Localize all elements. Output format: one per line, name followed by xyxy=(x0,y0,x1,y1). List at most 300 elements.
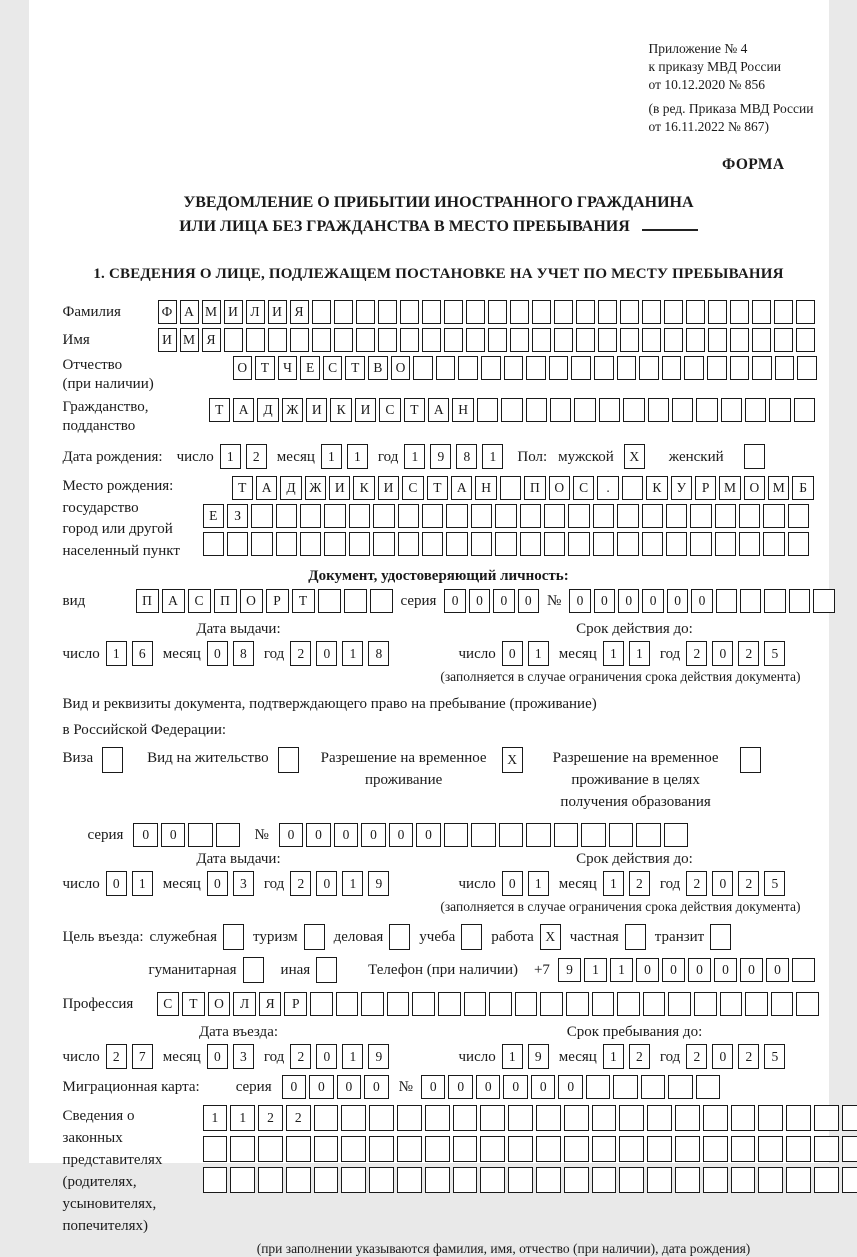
char-cell[interactable] xyxy=(647,1105,672,1131)
char-cell[interactable] xyxy=(642,328,661,352)
char-cell[interactable] xyxy=(278,747,299,773)
char-cell[interactable] xyxy=(532,328,551,352)
char-cell[interactable] xyxy=(620,300,639,324)
char-cell[interactable]: М xyxy=(180,328,199,352)
char-cell[interactable] xyxy=(675,1136,700,1162)
char-cell[interactable]: И xyxy=(378,476,399,500)
char-cell[interactable] xyxy=(400,328,419,352)
char-cell[interactable] xyxy=(786,1105,811,1131)
char-cell[interactable]: 0 xyxy=(712,641,733,666)
char-cell[interactable]: Р xyxy=(695,476,716,500)
char-cell[interactable]: 2 xyxy=(258,1105,283,1131)
char-cell[interactable] xyxy=(593,532,614,556)
char-cell[interactable] xyxy=(690,504,711,528)
char-cell[interactable] xyxy=(230,1136,255,1162)
char-cell[interactable] xyxy=(639,356,659,380)
char-cell[interactable]: 0 xyxy=(502,641,523,666)
char-cell[interactable] xyxy=(696,398,717,422)
char-cell[interactable] xyxy=(312,300,331,324)
char-cell[interactable] xyxy=(495,504,516,528)
char-cell[interactable]: 1 xyxy=(603,641,624,666)
char-cell[interactable]: 0 xyxy=(667,589,688,613)
char-cell[interactable]: М xyxy=(202,300,221,324)
char-cell[interactable] xyxy=(230,1167,255,1193)
char-cell[interactable] xyxy=(378,300,397,324)
char-cell[interactable] xyxy=(341,1136,366,1162)
char-cell[interactable]: 2 xyxy=(290,1044,311,1069)
char-cell[interactable] xyxy=(334,300,353,324)
char-cell[interactable]: 2 xyxy=(738,871,759,896)
char-cell[interactable]: 2 xyxy=(738,641,759,666)
char-cell[interactable] xyxy=(310,992,333,1016)
char-cell[interactable] xyxy=(696,1075,721,1099)
char-cell[interactable] xyxy=(814,1167,839,1193)
char-cell[interactable]: 8 xyxy=(456,444,477,469)
char-cell[interactable] xyxy=(258,1136,283,1162)
char-cell[interactable] xyxy=(642,532,663,556)
char-cell[interactable] xyxy=(774,300,793,324)
char-cell[interactable]: 2 xyxy=(629,1044,650,1069)
char-cell[interactable] xyxy=(581,823,606,847)
char-cell[interactable] xyxy=(752,328,771,352)
char-cell[interactable]: 0 xyxy=(531,1075,556,1099)
char-cell[interactable] xyxy=(554,328,573,352)
char-cell[interactable]: 1 xyxy=(342,641,363,666)
char-cell[interactable] xyxy=(715,532,736,556)
char-cell[interactable] xyxy=(481,356,501,380)
char-cell[interactable] xyxy=(690,532,711,556)
char-cell[interactable]: А xyxy=(428,398,449,422)
char-cell[interactable] xyxy=(576,300,595,324)
char-cell[interactable] xyxy=(666,532,687,556)
char-cell[interactable] xyxy=(471,532,492,556)
char-cell[interactable] xyxy=(413,356,433,380)
char-cell[interactable]: 9 xyxy=(528,1044,549,1069)
char-cell[interactable]: 0 xyxy=(337,1075,362,1099)
char-cell[interactable] xyxy=(740,589,761,613)
char-cell[interactable] xyxy=(715,504,736,528)
char-cell[interactable] xyxy=(571,356,591,380)
char-cell[interactable] xyxy=(324,532,345,556)
char-cell[interactable] xyxy=(617,992,640,1016)
char-cell[interactable]: 1 xyxy=(528,641,549,666)
char-cell[interactable] xyxy=(641,1075,666,1099)
char-cell[interactable]: О xyxy=(744,476,765,500)
char-cell[interactable]: 1 xyxy=(610,958,633,982)
char-cell[interactable] xyxy=(495,532,516,556)
char-cell[interactable] xyxy=(370,589,393,613)
char-cell[interactable] xyxy=(617,504,638,528)
char-cell[interactable] xyxy=(480,1167,505,1193)
char-cell[interactable]: 0 xyxy=(691,589,712,613)
char-cell[interactable] xyxy=(536,1167,561,1193)
char-cell[interactable] xyxy=(574,398,595,422)
char-cell[interactable] xyxy=(788,504,809,528)
char-cell[interactable]: 1 xyxy=(342,1044,363,1069)
char-cell[interactable] xyxy=(730,328,749,352)
char-cell[interactable] xyxy=(425,1136,450,1162)
char-cell[interactable] xyxy=(536,1105,561,1131)
char-cell[interactable]: А xyxy=(180,300,199,324)
char-cell[interactable] xyxy=(246,328,265,352)
char-cell[interactable] xyxy=(453,1136,478,1162)
char-cell[interactable] xyxy=(813,589,834,613)
char-cell[interactable]: . xyxy=(597,476,618,500)
char-cell[interactable] xyxy=(620,328,639,352)
char-cell[interactable] xyxy=(619,1105,644,1131)
char-cell[interactable] xyxy=(710,924,731,950)
char-cell[interactable]: 0 xyxy=(207,641,228,666)
char-cell[interactable] xyxy=(398,504,419,528)
char-cell[interactable] xyxy=(716,589,737,613)
char-cell[interactable]: 1 xyxy=(230,1105,255,1131)
char-cell[interactable]: 7 xyxy=(132,1044,153,1069)
char-cell[interactable]: 1 xyxy=(502,1044,523,1069)
char-cell[interactable] xyxy=(594,356,614,380)
char-cell[interactable] xyxy=(796,300,815,324)
char-cell[interactable] xyxy=(341,1105,366,1131)
char-cell[interactable]: 0 xyxy=(493,589,514,613)
char-cell[interactable]: 0 xyxy=(518,589,539,613)
char-cell[interactable] xyxy=(286,1136,311,1162)
char-cell[interactable]: 0 xyxy=(636,958,659,982)
char-cell[interactable] xyxy=(203,532,224,556)
char-cell[interactable]: 5 xyxy=(764,871,785,896)
char-cell[interactable] xyxy=(842,1105,857,1131)
char-cell[interactable] xyxy=(703,1136,728,1162)
char-cell[interactable] xyxy=(592,1167,617,1193)
char-cell[interactable] xyxy=(613,1075,638,1099)
char-cell[interactable] xyxy=(576,328,595,352)
char-cell[interactable] xyxy=(775,356,795,380)
char-cell[interactable] xyxy=(675,1105,700,1131)
char-cell[interactable] xyxy=(422,300,441,324)
char-cell[interactable] xyxy=(842,1167,857,1193)
char-cell[interactable]: 6 xyxy=(132,641,153,666)
char-cell[interactable] xyxy=(769,398,790,422)
char-cell[interactable] xyxy=(731,1136,756,1162)
char-cell[interactable]: О xyxy=(233,356,253,380)
char-cell[interactable] xyxy=(686,300,705,324)
char-cell[interactable] xyxy=(668,992,691,1016)
char-cell[interactable]: Ф xyxy=(158,300,177,324)
char-cell[interactable]: Д xyxy=(257,398,278,422)
char-cell[interactable]: 0 xyxy=(558,1075,583,1099)
char-cell[interactable]: 0 xyxy=(594,589,615,613)
char-cell[interactable] xyxy=(425,1167,450,1193)
char-cell[interactable] xyxy=(500,476,521,500)
char-cell[interactable]: И xyxy=(158,328,177,352)
char-cell[interactable] xyxy=(227,532,248,556)
char-cell[interactable] xyxy=(349,532,370,556)
char-cell[interactable]: С xyxy=(157,992,180,1016)
char-cell[interactable] xyxy=(789,589,810,613)
char-cell[interactable] xyxy=(731,1105,756,1131)
char-cell[interactable] xyxy=(336,992,359,1016)
char-cell[interactable]: 9 xyxy=(558,958,581,982)
char-cell[interactable]: П xyxy=(214,589,237,613)
char-cell[interactable] xyxy=(286,1167,311,1193)
char-cell[interactable] xyxy=(721,398,742,422)
char-cell[interactable]: 2 xyxy=(246,444,267,469)
char-cell[interactable] xyxy=(814,1105,839,1131)
char-cell[interactable]: 0 xyxy=(662,958,685,982)
char-cell[interactable]: 0 xyxy=(106,871,127,896)
char-cell[interactable] xyxy=(797,356,817,380)
char-cell[interactable]: 2 xyxy=(686,871,707,896)
char-cell[interactable]: X xyxy=(540,924,561,950)
char-cell[interactable] xyxy=(508,1136,533,1162)
char-cell[interactable] xyxy=(477,398,498,422)
char-cell[interactable] xyxy=(422,328,441,352)
char-cell[interactable]: У xyxy=(671,476,692,500)
char-cell[interactable] xyxy=(842,1136,857,1162)
char-cell[interactable] xyxy=(268,328,287,352)
char-cell[interactable]: 5 xyxy=(764,1044,785,1069)
char-cell[interactable] xyxy=(625,924,646,950)
char-cell[interactable]: И xyxy=(306,398,327,422)
char-cell[interactable]: 0 xyxy=(712,1044,733,1069)
char-cell[interactable] xyxy=(436,356,456,380)
char-cell[interactable] xyxy=(458,356,478,380)
char-cell[interactable] xyxy=(544,504,565,528)
char-cell[interactable] xyxy=(566,992,589,1016)
char-cell[interactable]: 1 xyxy=(528,871,549,896)
char-cell[interactable]: 0 xyxy=(316,641,337,666)
char-cell[interactable]: Т xyxy=(427,476,448,500)
char-cell[interactable]: 1 xyxy=(603,1044,624,1069)
char-cell[interactable] xyxy=(642,504,663,528)
char-cell[interactable] xyxy=(532,300,551,324)
char-cell[interactable]: 8 xyxy=(368,641,389,666)
char-cell[interactable] xyxy=(446,504,467,528)
char-cell[interactable]: 0 xyxy=(444,589,465,613)
char-cell[interactable] xyxy=(412,992,435,1016)
char-cell[interactable]: О xyxy=(549,476,570,500)
char-cell[interactable]: 0 xyxy=(421,1075,446,1099)
char-cell[interactable] xyxy=(216,823,241,847)
char-cell[interactable] xyxy=(554,823,579,847)
char-cell[interactable] xyxy=(758,1136,783,1162)
char-cell[interactable] xyxy=(389,924,410,950)
char-cell[interactable] xyxy=(508,1167,533,1193)
char-cell[interactable] xyxy=(461,924,482,950)
char-cell[interactable] xyxy=(422,532,443,556)
char-cell[interactable] xyxy=(356,300,375,324)
char-cell[interactable]: И xyxy=(224,300,243,324)
char-cell[interactable] xyxy=(598,328,617,352)
char-cell[interactable] xyxy=(740,747,761,773)
char-cell[interactable] xyxy=(501,398,522,422)
char-cell[interactable] xyxy=(554,300,573,324)
char-cell[interactable] xyxy=(397,1105,422,1131)
char-cell[interactable] xyxy=(480,1105,505,1131)
char-cell[interactable] xyxy=(251,504,272,528)
char-cell[interactable] xyxy=(788,532,809,556)
char-cell[interactable]: К xyxy=(353,476,374,500)
char-cell[interactable]: Я xyxy=(259,992,282,1016)
char-cell[interactable]: 9 xyxy=(368,1044,389,1069)
char-cell[interactable] xyxy=(622,476,643,500)
char-cell[interactable] xyxy=(349,504,370,528)
char-cell[interactable]: 0 xyxy=(316,1044,337,1069)
char-cell[interactable] xyxy=(258,1167,283,1193)
char-cell[interactable] xyxy=(290,328,309,352)
char-cell[interactable] xyxy=(774,328,793,352)
char-cell[interactable]: 1 xyxy=(220,444,241,469)
char-cell[interactable]: 0 xyxy=(306,823,331,847)
char-cell[interactable]: Т xyxy=(209,398,230,422)
char-cell[interactable] xyxy=(243,957,264,983)
char-cell[interactable]: 0 xyxy=(569,589,590,613)
char-cell[interactable]: Т xyxy=(182,992,205,1016)
char-cell[interactable]: А xyxy=(451,476,472,500)
char-cell[interactable] xyxy=(564,1136,589,1162)
char-cell[interactable]: З xyxy=(227,504,248,528)
char-cell[interactable]: С xyxy=(402,476,423,500)
char-cell[interactable] xyxy=(369,1167,394,1193)
char-cell[interactable] xyxy=(771,992,794,1016)
char-cell[interactable]: 1 xyxy=(203,1105,228,1131)
char-cell[interactable] xyxy=(796,328,815,352)
char-cell[interactable] xyxy=(508,1105,533,1131)
char-cell[interactable]: 0 xyxy=(316,871,337,896)
char-cell[interactable] xyxy=(664,300,683,324)
char-cell[interactable] xyxy=(400,300,419,324)
char-cell[interactable]: И xyxy=(355,398,376,422)
char-cell[interactable]: Н xyxy=(475,476,496,500)
char-cell[interactable] xyxy=(730,300,749,324)
char-cell[interactable]: 0 xyxy=(618,589,639,613)
char-cell[interactable] xyxy=(744,444,765,469)
char-cell[interactable]: И xyxy=(329,476,350,500)
char-cell[interactable] xyxy=(647,1167,672,1193)
char-cell[interactable] xyxy=(444,823,469,847)
char-cell[interactable]: Ч xyxy=(278,356,298,380)
char-cell[interactable] xyxy=(464,992,487,1016)
char-cell[interactable]: 0 xyxy=(469,589,490,613)
char-cell[interactable] xyxy=(499,823,524,847)
char-cell[interactable]: 0 xyxy=(503,1075,528,1099)
char-cell[interactable] xyxy=(526,823,551,847)
char-cell[interactable] xyxy=(684,356,704,380)
char-cell[interactable]: 1 xyxy=(347,444,368,469)
char-cell[interactable] xyxy=(568,532,589,556)
char-cell[interactable]: П xyxy=(524,476,545,500)
char-cell[interactable]: 1 xyxy=(629,641,650,666)
char-cell[interactable] xyxy=(102,747,123,773)
char-cell[interactable] xyxy=(324,504,345,528)
char-cell[interactable]: 1 xyxy=(321,444,342,469)
char-cell[interactable]: 2 xyxy=(686,1044,707,1069)
char-cell[interactable] xyxy=(758,1167,783,1193)
char-cell[interactable]: А xyxy=(233,398,254,422)
char-cell[interactable] xyxy=(398,532,419,556)
char-cell[interactable]: Р xyxy=(284,992,307,1016)
char-cell[interactable] xyxy=(361,992,384,1016)
char-cell[interactable]: 1 xyxy=(584,958,607,982)
char-cell[interactable]: А xyxy=(256,476,277,500)
char-cell[interactable] xyxy=(453,1105,478,1131)
char-cell[interactable] xyxy=(792,958,815,982)
char-cell[interactable] xyxy=(504,356,524,380)
char-cell[interactable]: X xyxy=(624,444,645,469)
char-cell[interactable] xyxy=(369,1105,394,1131)
char-cell[interactable] xyxy=(675,1167,700,1193)
char-cell[interactable] xyxy=(515,992,538,1016)
char-cell[interactable]: 0 xyxy=(133,823,158,847)
char-cell[interactable] xyxy=(703,1167,728,1193)
char-cell[interactable]: 0 xyxy=(712,871,733,896)
char-cell[interactable]: 0 xyxy=(207,1044,228,1069)
char-cell[interactable]: 0 xyxy=(389,823,414,847)
char-cell[interactable] xyxy=(568,504,589,528)
char-cell[interactable] xyxy=(703,1105,728,1131)
char-cell[interactable]: Л xyxy=(233,992,256,1016)
char-cell[interactable]: 0 xyxy=(740,958,763,982)
char-cell[interactable] xyxy=(444,300,463,324)
char-cell[interactable]: С xyxy=(379,398,400,422)
char-cell[interactable] xyxy=(617,356,637,380)
char-cell[interactable] xyxy=(276,532,297,556)
char-cell[interactable] xyxy=(356,328,375,352)
char-cell[interactable]: 0 xyxy=(766,958,789,982)
char-cell[interactable] xyxy=(643,992,666,1016)
char-cell[interactable]: 3 xyxy=(233,871,254,896)
char-cell[interactable] xyxy=(758,1105,783,1131)
char-cell[interactable] xyxy=(488,300,507,324)
char-cell[interactable] xyxy=(647,1136,672,1162)
char-cell[interactable] xyxy=(438,992,461,1016)
char-cell[interactable] xyxy=(344,589,367,613)
char-cell[interactable]: Л xyxy=(246,300,265,324)
char-cell[interactable]: Т xyxy=(345,356,365,380)
char-cell[interactable] xyxy=(642,300,661,324)
char-cell[interactable]: 0 xyxy=(361,823,386,847)
char-cell[interactable] xyxy=(536,1136,561,1162)
char-cell[interactable] xyxy=(752,300,771,324)
char-cell[interactable] xyxy=(745,992,768,1016)
char-cell[interactable] xyxy=(636,823,661,847)
char-cell[interactable] xyxy=(796,992,819,1016)
char-cell[interactable] xyxy=(526,356,546,380)
char-cell[interactable] xyxy=(314,1167,339,1193)
char-cell[interactable] xyxy=(300,504,321,528)
char-cell[interactable]: Н xyxy=(452,398,473,422)
char-cell[interactable]: 1 xyxy=(132,871,153,896)
char-cell[interactable] xyxy=(764,589,785,613)
char-cell[interactable] xyxy=(599,398,620,422)
char-cell[interactable] xyxy=(814,1136,839,1162)
char-cell[interactable]: В xyxy=(368,356,388,380)
char-cell[interactable] xyxy=(188,823,213,847)
char-cell[interactable]: М xyxy=(768,476,789,500)
char-cell[interactable]: 2 xyxy=(738,1044,759,1069)
char-cell[interactable] xyxy=(708,328,727,352)
char-cell[interactable]: 0 xyxy=(207,871,228,896)
char-cell[interactable]: 2 xyxy=(686,641,707,666)
char-cell[interactable] xyxy=(745,398,766,422)
char-cell[interactable]: Б xyxy=(792,476,813,500)
char-cell[interactable] xyxy=(466,328,485,352)
char-cell[interactable] xyxy=(488,328,507,352)
char-cell[interactable]: 0 xyxy=(476,1075,501,1099)
char-cell[interactable] xyxy=(686,328,705,352)
char-cell[interactable] xyxy=(397,1136,422,1162)
char-cell[interactable]: Т xyxy=(292,589,315,613)
char-cell[interactable]: О xyxy=(240,589,263,613)
char-cell[interactable] xyxy=(763,504,784,528)
